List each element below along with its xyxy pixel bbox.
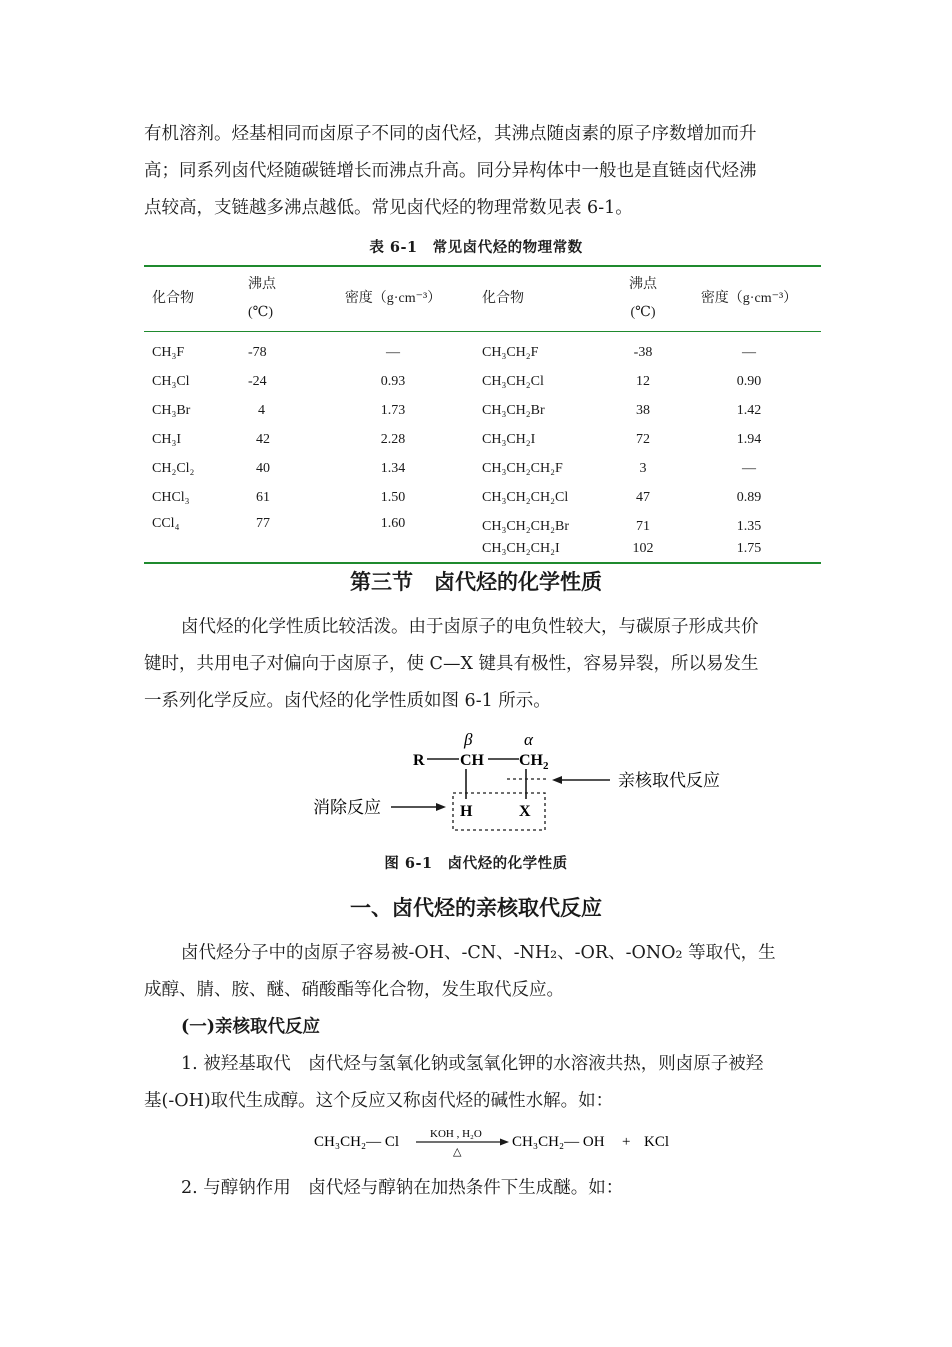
table-row bbox=[144, 425, 821, 454]
cell-density: 0.90 bbox=[736, 373, 762, 389]
h-atom: H bbox=[460, 803, 473, 820]
item1-line-2: 基(-OH)取代生成醇。这个反应又称卤代烃的碱性水解。如： bbox=[144, 1091, 614, 1111]
cell-density: — bbox=[742, 460, 756, 476]
cell-bp: 38 bbox=[636, 402, 650, 418]
intro-line-1: 有机溶剂。烃基相同而卤原子不同的卤代烃，其沸点随卤素的原子序数增加而升 bbox=[144, 124, 757, 144]
cell-bp: 61 bbox=[256, 489, 270, 505]
cell-bp: 12 bbox=[636, 373, 650, 389]
table-header-row bbox=[144, 266, 821, 332]
section-para-line-3: 一系列化学反应。卤代烃的化学性质如图 6-1 所示。 bbox=[144, 691, 551, 711]
cell-compound: CH₃CH₂Br bbox=[482, 402, 545, 418]
item1-line-1: 1. 被羟基取代 卤代烃与氢氧化钠或氢氧化钾的水溶液共热，则卤原子被羟 bbox=[181, 1054, 764, 1074]
cell-density: 1.60 bbox=[380, 516, 406, 531]
table-row bbox=[144, 367, 821, 396]
hydrolysis-equation bbox=[310, 1122, 690, 1158]
cell-bp: -78 bbox=[248, 344, 267, 360]
cell-bp: -24 bbox=[248, 373, 267, 389]
table-row bbox=[144, 483, 821, 512]
table-row bbox=[144, 454, 821, 483]
cell-compound: CH₃Cl bbox=[152, 373, 190, 389]
cell-compound: CH₃F bbox=[152, 344, 185, 360]
cell-bp: 40 bbox=[256, 460, 270, 476]
elimination-label: 消除反应 bbox=[313, 798, 381, 817]
cell-density: 1.35 1.75 bbox=[736, 519, 762, 556]
condition-top: KOH , H₂O bbox=[430, 1128, 482, 1140]
cell-compound: CCl₄ bbox=[152, 516, 180, 531]
cell-compound: CH₃CH₂I bbox=[482, 431, 536, 447]
cell-density: 1.94 bbox=[736, 431, 762, 447]
cell-bp: 47 bbox=[636, 489, 650, 505]
header-bp-1: 沸点 (℃) bbox=[248, 277, 276, 320]
cell-compound: CH₃CH₂F bbox=[482, 344, 539, 360]
subsection-heading: 一、卤代烃的亲核取代反应 bbox=[350, 895, 602, 920]
alpha-label: α bbox=[524, 730, 533, 749]
cell-density: 1.50 bbox=[380, 489, 406, 505]
plus-sign: + bbox=[622, 1134, 631, 1150]
r-group: R bbox=[413, 752, 425, 769]
condition-bottom: △ bbox=[453, 1146, 462, 1158]
byproduct: KCl bbox=[644, 1134, 670, 1150]
physical-constants-table bbox=[144, 265, 821, 564]
section-para-line-2: 键时，共用电子对偏向于卤原子，使 C—X 键具有极性，容易异裂，所以易发生 bbox=[144, 654, 759, 674]
reaction-arrowhead bbox=[500, 1139, 509, 1146]
cell-compound: CH₃Br bbox=[152, 402, 191, 418]
cell-density: 1.34 bbox=[380, 460, 406, 476]
section-para-line-1: 卤代烃的化学性质比较活泼。由于卤原子的电负性较大，与碳原子形成共价 bbox=[181, 617, 759, 637]
cell-density: — bbox=[386, 344, 400, 360]
x-atom: X bbox=[519, 803, 531, 820]
elimination-arrowhead bbox=[436, 803, 446, 811]
header-density-2: 密度（g·cm⁻³） bbox=[700, 291, 798, 306]
item2-line-1: 2. 与醇钠作用 卤代烃与醇钠在加热条件下生成醚。如： bbox=[181, 1178, 624, 1198]
cell-bp: 72 bbox=[636, 431, 650, 447]
cell-compound: CH₃CH₂Cl bbox=[482, 373, 544, 389]
cell-bp: 3 bbox=[639, 460, 647, 476]
cell-bp: 4 bbox=[258, 402, 265, 418]
figure-caption: 图 6-1 卤代烃的化学性质 bbox=[384, 855, 568, 872]
cell-compound: CHCl₃ bbox=[152, 489, 190, 505]
table-caption: 表 6-1 常见卤代烃的物理常数 bbox=[369, 239, 583, 256]
cell-bp: 42 bbox=[256, 431, 270, 447]
haloalkane-reaction-figure bbox=[300, 722, 750, 840]
subsection-para-line-2: 成醇、腈、胺、醚、硝酸酯等化合物，发生取代反应。 bbox=[144, 980, 564, 1000]
reactant: CH₃CH₂— Cl bbox=[314, 1134, 400, 1150]
header-density-1: 密度（g·cm⁻³） bbox=[344, 291, 442, 306]
cell-density: 0.93 bbox=[380, 373, 406, 389]
table-row bbox=[144, 512, 821, 563]
header-compound-1: 化合物 bbox=[152, 291, 194, 306]
table-row bbox=[144, 396, 821, 425]
cell-density: 2.28 bbox=[380, 431, 406, 447]
ch2-group: $CH_2$ bbox=[519, 752, 549, 772]
intro-line-3: 点较高，支链越多沸点越低。常见卤代烃的物理常数见表 6-1。 bbox=[144, 198, 633, 218]
header-bp-2: 沸点 (℃) bbox=[629, 277, 657, 320]
sub-heading: (一)亲核取代反应 bbox=[181, 1017, 321, 1037]
ch-group: CH bbox=[460, 752, 484, 769]
cell-compound: CH₃I bbox=[152, 431, 181, 447]
cell-bp: -38 bbox=[633, 344, 653, 360]
cell-compound: CH₃CH₂CH₂Br CH₃CH₂CH₂I bbox=[482, 519, 569, 556]
subsection-para-line-1: 卤代烃分子中的卤原子容易被-OH、-CN、-NH₂、-OR、-ONO₂ 等取代，生 bbox=[181, 943, 776, 963]
substitution-label: 亲核取代反应 bbox=[618, 771, 720, 790]
table-row bbox=[144, 332, 821, 368]
beta-label: β bbox=[464, 730, 473, 749]
section-heading: 第三节 卤代烃的化学性质 bbox=[350, 569, 602, 594]
cell-bp: 77 bbox=[256, 516, 270, 531]
cell-density: 0.89 bbox=[736, 489, 762, 505]
cell-density: — bbox=[742, 344, 756, 360]
cell-density: 1.73 bbox=[380, 402, 406, 418]
cell-compound: CH₂Cl₂ bbox=[152, 460, 195, 476]
product: CH₃CH₂— OH bbox=[512, 1134, 605, 1150]
cell-compound: CH₃CH₂CH₂Cl bbox=[482, 489, 569, 505]
intro-line-2: 高；同系列卤代烃随碳链增长而沸点升高。同分异构体中一般也是直链卤代烃沸 bbox=[144, 161, 757, 181]
header-compound-2: 化合物 bbox=[482, 291, 524, 306]
cell-density: 1.42 bbox=[736, 402, 762, 418]
cell-compound: CH₃CH₂CH₂F bbox=[482, 460, 563, 476]
cell-bp: 71 102 bbox=[632, 519, 654, 556]
substitution-arrowhead bbox=[552, 776, 562, 784]
